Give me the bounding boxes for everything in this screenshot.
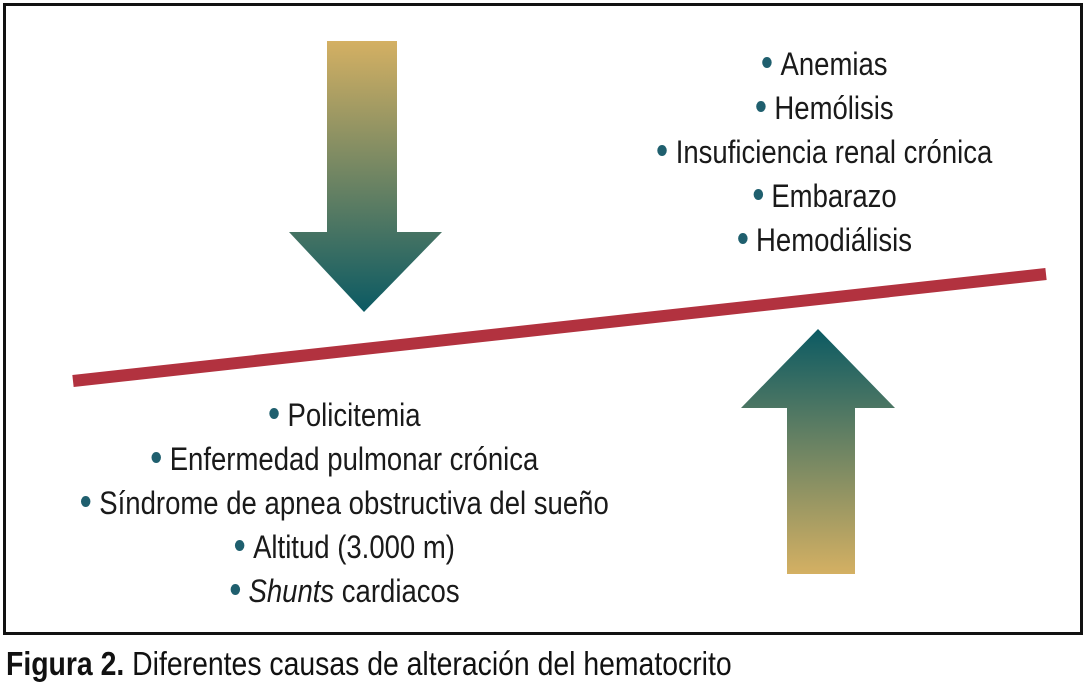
- list-item: Hemólisis: [563, 86, 1088, 130]
- balance-line: [73, 274, 1046, 381]
- bullet-icon: [235, 540, 244, 551]
- bullet-icon: [756, 101, 765, 112]
- list-item: Anemias: [563, 42, 1088, 86]
- figure-caption: [6, 645, 732, 683]
- bullet-icon: [762, 57, 771, 68]
- bullet-icon: [81, 496, 90, 507]
- caption-text: Diferentes causas de alteración del hematocrito: [124, 645, 732, 682]
- down-arrow: [289, 41, 442, 312]
- list-item: Hemodiálisis: [563, 218, 1088, 262]
- list-item: Embarazo: [563, 174, 1088, 218]
- bullet-icon: [230, 584, 239, 595]
- increase-causes-list: [70, 393, 620, 613]
- bullet-icon: [269, 408, 278, 419]
- bullet-icon: [753, 189, 762, 200]
- bullet-icon: [738, 233, 747, 244]
- bullet-icon: [658, 145, 667, 156]
- bullet-icon: [152, 452, 161, 463]
- list-item: Insuficiencia renal crónica: [563, 130, 1088, 174]
- figure-label: Figura 2.: [6, 645, 125, 682]
- list-item: Síndrome de apnea obstructiva del sueño: [70, 481, 620, 525]
- list-item: Enfermedad pulmonar crónica: [70, 437, 620, 481]
- list-item: Shunts cardiacos: [70, 569, 620, 613]
- list-item: Altitud (3.000 m): [70, 525, 620, 569]
- up-arrow: [741, 329, 895, 574]
- list-item: Policitemia: [70, 393, 620, 437]
- emphasis-text: Shunts: [248, 573, 335, 609]
- decrease-causes-list: [563, 42, 1088, 262]
